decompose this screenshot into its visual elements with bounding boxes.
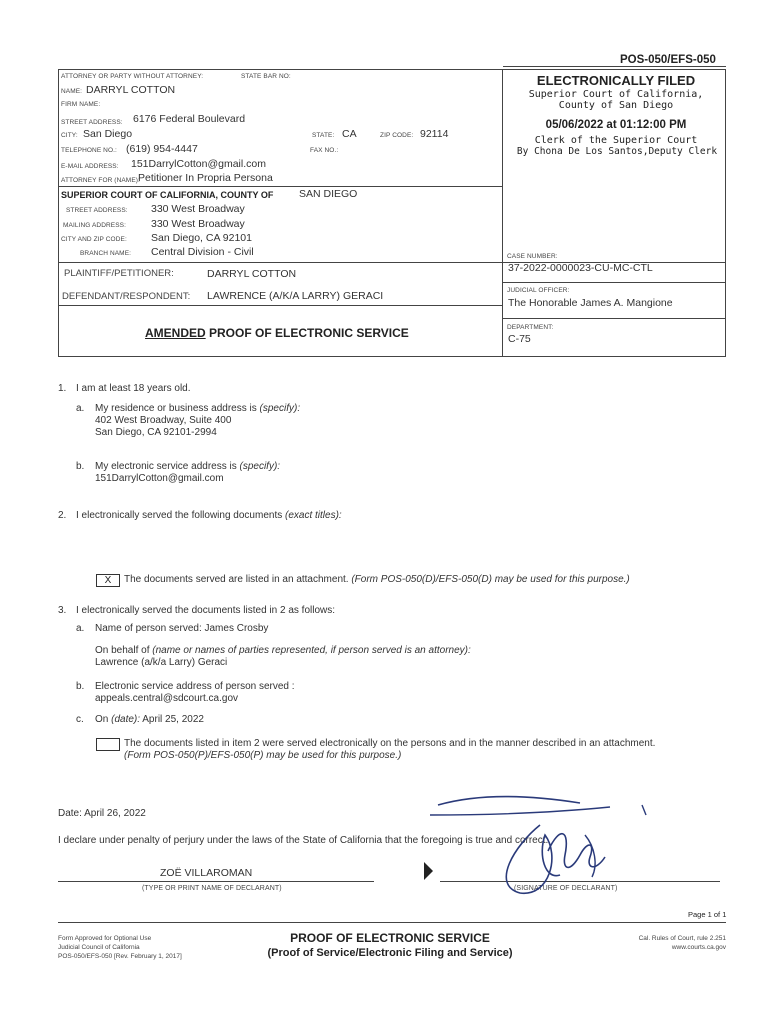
attachment-italic: (Form POS-050(D)/EFS-050(D) may be used for this purpose.) — [351, 574, 630, 585]
date-line: Date: April 26, 2022 — [58, 808, 146, 819]
zip-label: ZIP CODE: — [380, 132, 414, 139]
item-3a-text: Name of person served: James Crosby — [95, 623, 269, 634]
attachment-2-italic-text: (Form POS-050(P)/EFS-050(P) may be used for this purpose.) — [124, 750, 402, 761]
footer-right-1: Cal. Rules of Court, rule 2.251 — [638, 935, 726, 942]
judicial-officer-value: The Honorable James A. Mangione — [508, 297, 673, 309]
footer-title-2: (Proof of Service/Electronic Filing and Service) — [267, 947, 513, 959]
form-id: POS-050/EFS-050 — [620, 54, 716, 66]
court-street-value: 330 West Broadway — [151, 203, 245, 215]
title-rest: PROOF OF ELECTRONIC SERVICE — [205, 326, 409, 340]
item-1a-addr2: San Diego, CA 92101-2994 — [95, 427, 217, 438]
stamp-line-5: Clerk of the Superior Court — [534, 135, 698, 146]
fax-label: FAX NO.: — [310, 147, 339, 154]
item-3c-value: April 25, 2022 — [140, 714, 204, 725]
item-2-text: I electronically served the following documents — [76, 510, 285, 521]
name-line — [58, 881, 374, 882]
item-1a-letter: a. — [76, 403, 85, 414]
footer-title — [220, 931, 560, 959]
item-3-num: 3. — [58, 605, 67, 616]
title-rule — [58, 305, 503, 306]
street-value: 6176 Federal Boulevard — [133, 113, 246, 125]
name-label: NAME: — [61, 88, 83, 95]
header-border-bottom — [58, 356, 726, 357]
attachment-checkbox[interactable]: X — [96, 574, 120, 587]
stamp-line-4: 05/06/2022 at 01:12:00 PM — [545, 119, 687, 131]
item-3a-letter: a. — [76, 623, 85, 634]
item-1a-text: My residence or business address is — [95, 403, 260, 414]
document-title — [145, 326, 409, 340]
court-label: SUPERIOR COURT OF CALIFORNIA, COUNTY OF — [61, 190, 274, 200]
declarant-name: ZOË VILLAROMAN — [160, 867, 253, 879]
footer-left-2: Judicial Council of California — [58, 944, 140, 951]
item-3c-text: On — [95, 714, 112, 725]
footer-left-1: Form Approved for Optional Use — [58, 935, 152, 942]
item-2-italic: (exact titles): — [285, 510, 342, 521]
header-divider — [502, 69, 503, 357]
item-1a-addr1: 402 West Broadway, Suite 400 — [95, 415, 232, 426]
stamp-line-2: Superior Court of California, — [528, 89, 704, 100]
phone-value: (619) 954-4447 — [126, 143, 198, 155]
city-zip-label: CITY AND ZIP CODE: — [61, 236, 127, 243]
item-1b-text: My electronic service address is — [95, 461, 240, 472]
item-3c-letter: c. — [76, 714, 84, 725]
efiling-stamp — [505, 73, 727, 157]
header-border-top — [58, 69, 726, 70]
city-value: San Diego — [83, 128, 133, 140]
name-line-label: (TYPE OR PRINT NAME OF DECLARANT) — [142, 885, 282, 892]
street-label: STREET ADDRESS: — [61, 119, 123, 126]
page-number: Page 1 of 1 — [688, 910, 727, 919]
city-label: CITY: — [61, 132, 78, 139]
item-1-num: 1. — [58, 383, 67, 394]
behalf — [95, 645, 471, 656]
attachment-note — [124, 574, 630, 585]
item-3b-letter: b. — [76, 681, 85, 692]
attachment-text: The documents served are listed in an attachment. — [124, 574, 352, 585]
item-2-num: 2. — [58, 510, 67, 521]
attachment-2-italic — [124, 750, 401, 761]
attachment-2-text: The documents listed in item 2 were served electronically on the persons and in the manner described in an attachment. — [124, 738, 656, 749]
phone-label: TELEPHONE NO.: — [61, 147, 117, 154]
behalf-value: Lawrence (a/k/a Larry) Geraci — [95, 657, 228, 668]
stamp-line-6: By Chona De Los Santos,Deputy Clerk — [516, 146, 718, 157]
declaration-text: I declare under penalty of perjury under the laws of the State of California that the foregoing is true and correct. — [58, 835, 549, 846]
state-value: CA — [342, 128, 357, 140]
footer-right-2: www.courts.ca.gov — [671, 944, 726, 951]
mailing-value: 330 West Broadway — [151, 218, 245, 230]
item-1-text: I am at least 18 years old. — [76, 383, 191, 394]
item-1b — [95, 461, 280, 472]
item-3-text: I electronically served the documents listed in 2 as follows: — [76, 605, 336, 616]
item-1b-specify: (specify): — [239, 461, 281, 472]
header-border-left — [58, 69, 59, 357]
judicial-rule — [502, 318, 726, 319]
item-3b-text: Electronic service address of person served : — [95, 681, 295, 692]
top-rule — [503, 66, 726, 67]
defendant-label: DEFENDANT/RESPONDENT: — [62, 291, 191, 302]
behalf-text: On behalf of — [95, 645, 153, 656]
plaintiff-label: PLAINTIFF/PETITIONER: — [64, 268, 174, 279]
behalf-italic: (name or names of parties represented, if person served is an attorney): — [152, 645, 471, 656]
attorney-name: DARRYL COTTON — [86, 84, 176, 96]
signature-line-label: (SIGNATURE OF DECLARANT) — [514, 885, 618, 892]
footer-title-1: PROOF OF ELECTRONIC SERVICE — [290, 931, 490, 945]
judicial-officer-label: JUDICIAL OFFICER: — [507, 287, 570, 294]
footer-left — [58, 934, 182, 961]
footer-rule — [58, 922, 726, 923]
item-3c-italic: (date): — [111, 714, 141, 725]
item-1a-specify: (specify): — [259, 403, 301, 414]
email-label: E-MAIL ADDRESS: — [61, 163, 119, 170]
court-rule — [58, 186, 503, 187]
attachment-2-checkbox[interactable] — [96, 738, 120, 751]
title-amended: AMENDED — [145, 326, 206, 340]
county-value: SAN DIEGO — [299, 188, 358, 200]
state-bar-label: STATE BAR NO: — [241, 73, 291, 80]
case-number-label: CASE NUMBER: — [507, 253, 558, 260]
stamp-line-1: ELECTRONICALLY FILED — [536, 73, 696, 88]
item-3b-value: appeals.central@sdcourt.ca.gov — [95, 693, 239, 704]
item-1a — [95, 403, 300, 414]
firm-label: FIRM NAME: — [61, 101, 101, 108]
attorney-for-value: Petitioner In Propria Persona — [138, 172, 273, 184]
email-value: 151DarrylCotton@gmail.com — [131, 158, 266, 170]
plaintiff-value: DARRYL COTTON — [207, 268, 297, 280]
item-1b-letter: b. — [76, 461, 85, 472]
branch-value: Central Division - Civil — [151, 246, 254, 258]
case-number-value: 37-2022-0000023-CU-MC-CTL — [508, 262, 653, 274]
footer-left-3: POS-050/EFS-050 [Rev. February 1, 2017] — [58, 953, 182, 960]
attorney-label: ATTORNEY OR PARTY WITHOUT ATTORNEY: — [61, 73, 204, 80]
attorney-for-label: ATTORNEY FOR (NAME): — [61, 177, 140, 184]
defendant-value: LAWRENCE (A/K/A LARRY) GERACI — [207, 290, 384, 302]
footer-right — [590, 934, 726, 952]
mailing-label: MAILING ADDRESS: — [63, 222, 127, 229]
city-zip-value: San Diego, CA 92101 — [151, 232, 252, 244]
item-1b-email: 151DarrylCotton@gmail.com — [95, 473, 224, 484]
item-2 — [76, 510, 342, 521]
branch-label: BRANCH NAME: — [80, 250, 132, 257]
department-value: C-75 — [508, 333, 531, 345]
department-label: DEPARTMENT: — [507, 324, 554, 331]
item-3c — [95, 714, 204, 725]
court-street-label: STREET ADDRESS: — [66, 207, 128, 214]
stamp-line-3: County of San Diego — [558, 100, 674, 111]
signature-image — [420, 785, 670, 905]
zip-value: 92114 — [420, 128, 449, 140]
state-label: STATE: — [312, 132, 335, 139]
case-rule — [502, 282, 726, 283]
